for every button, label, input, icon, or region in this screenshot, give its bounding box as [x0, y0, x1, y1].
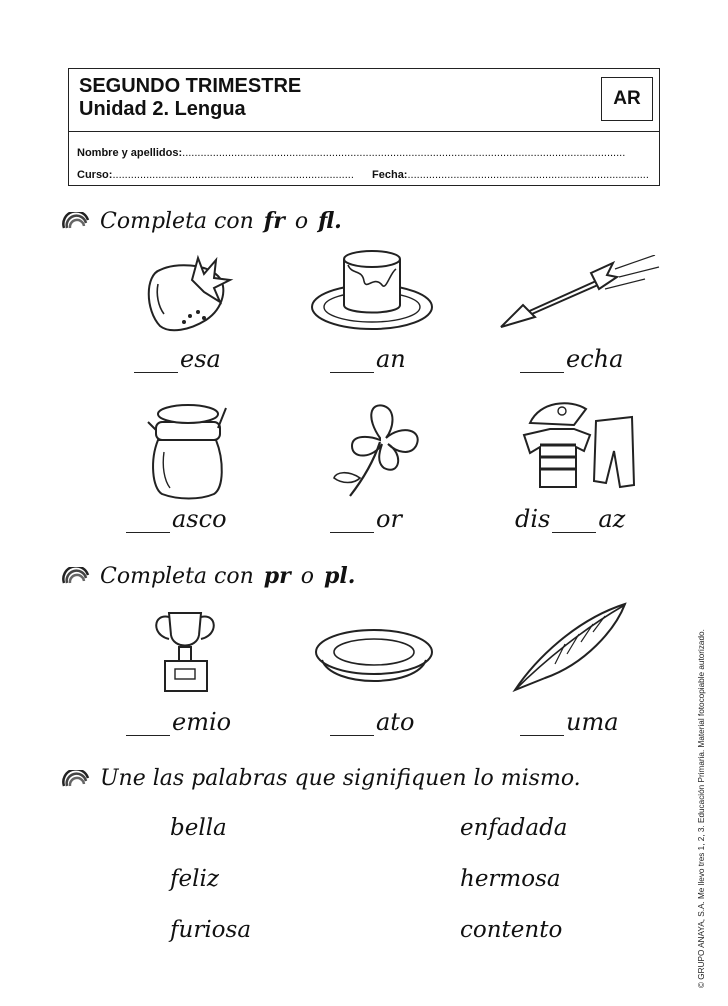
- answer-blank[interactable]: [520, 715, 564, 736]
- trimester-title: SEGUNDO TRIMESTRE: [79, 75, 302, 97]
- left-word-furiosa[interactable]: furiosa: [170, 917, 252, 943]
- exercise2-instruction: [62, 563, 355, 589]
- word-item: asco: [126, 505, 227, 533]
- header-title-bar: [69, 69, 659, 132]
- copyright-note: © GRUPO ANAYA, S.A. Me llevo tres 1, 2, 3. Educación Primaria. Material fotocopiable autorizado.: [697, 629, 706, 988]
- strawberry-icon: [140, 250, 236, 334]
- word-item: esa: [134, 345, 221, 373]
- answer-blank[interactable]: [552, 512, 596, 533]
- option-fl: fl.: [318, 208, 342, 234]
- worksheet-header: [68, 68, 660, 186]
- right-word-contento[interactable]: contento: [460, 917, 563, 943]
- answer-blank[interactable]: [126, 715, 170, 736]
- option-pl: pl.: [324, 563, 356, 589]
- arrow-icon: [495, 255, 660, 335]
- answer-blank[interactable]: [134, 352, 178, 373]
- word-item: an: [330, 345, 406, 373]
- right-word-enfadada[interactable]: enfadada: [460, 815, 568, 841]
- feather-icon: [505, 600, 630, 696]
- date-field[interactable]: ...............................................................................: [407, 169, 649, 181]
- left-word-feliz[interactable]: feliz: [170, 866, 219, 892]
- word-item: dis az: [515, 505, 626, 533]
- unit-title: Unidad 2. Lengua: [79, 98, 246, 120]
- instruction-text: Completa con: [100, 208, 254, 234]
- rainbow-bullet-icon: [62, 212, 90, 230]
- flower-icon: [330, 398, 430, 500]
- exercise1-instruction: [62, 208, 342, 234]
- instruction-text: Une las palabras que signifiquen lo mismo.: [100, 766, 581, 791]
- course-field[interactable]: ...............................................................................: [112, 169, 354, 181]
- connector-o: o: [294, 208, 309, 234]
- word-item: echa: [520, 345, 623, 373]
- answer-blank[interactable]: [520, 352, 564, 373]
- word-item: emio: [126, 708, 231, 736]
- trophy-icon: [145, 605, 225, 697]
- date-label: Fecha:: [372, 169, 408, 181]
- right-word-hermosa[interactable]: hermosa: [460, 866, 561, 892]
- jar-icon: [142, 400, 232, 500]
- flan-icon: [308, 245, 436, 335]
- rainbow-bullet-icon: [62, 770, 90, 788]
- name-label: Nombre y apellidos:: [77, 147, 183, 159]
- plate-icon: [312, 622, 436, 696]
- connector-o: o: [300, 563, 314, 589]
- answer-blank[interactable]: [330, 715, 374, 736]
- costume-icon: [510, 395, 645, 500]
- name-row: [77, 147, 625, 159]
- header-title: [79, 75, 301, 121]
- word-item: or: [330, 505, 402, 533]
- course-row: [77, 169, 649, 181]
- word-item: ato: [330, 708, 414, 736]
- word-item: uma: [520, 708, 619, 736]
- left-word-bella[interactable]: bella: [170, 815, 227, 841]
- answer-blank[interactable]: [330, 352, 374, 373]
- option-fr: fr: [263, 208, 285, 234]
- name-field[interactable]: .................................................................................................................................................: [182, 147, 626, 159]
- answer-blank[interactable]: [330, 512, 374, 533]
- exercise3-instruction: [62, 766, 581, 791]
- rainbow-bullet-icon: [62, 567, 90, 585]
- level-badge: AR: [601, 77, 653, 121]
- answer-blank[interactable]: [126, 512, 170, 533]
- option-pr: pr: [263, 563, 291, 589]
- course-label: Curso:: [77, 169, 113, 181]
- instruction-text: Completa con: [100, 563, 254, 589]
